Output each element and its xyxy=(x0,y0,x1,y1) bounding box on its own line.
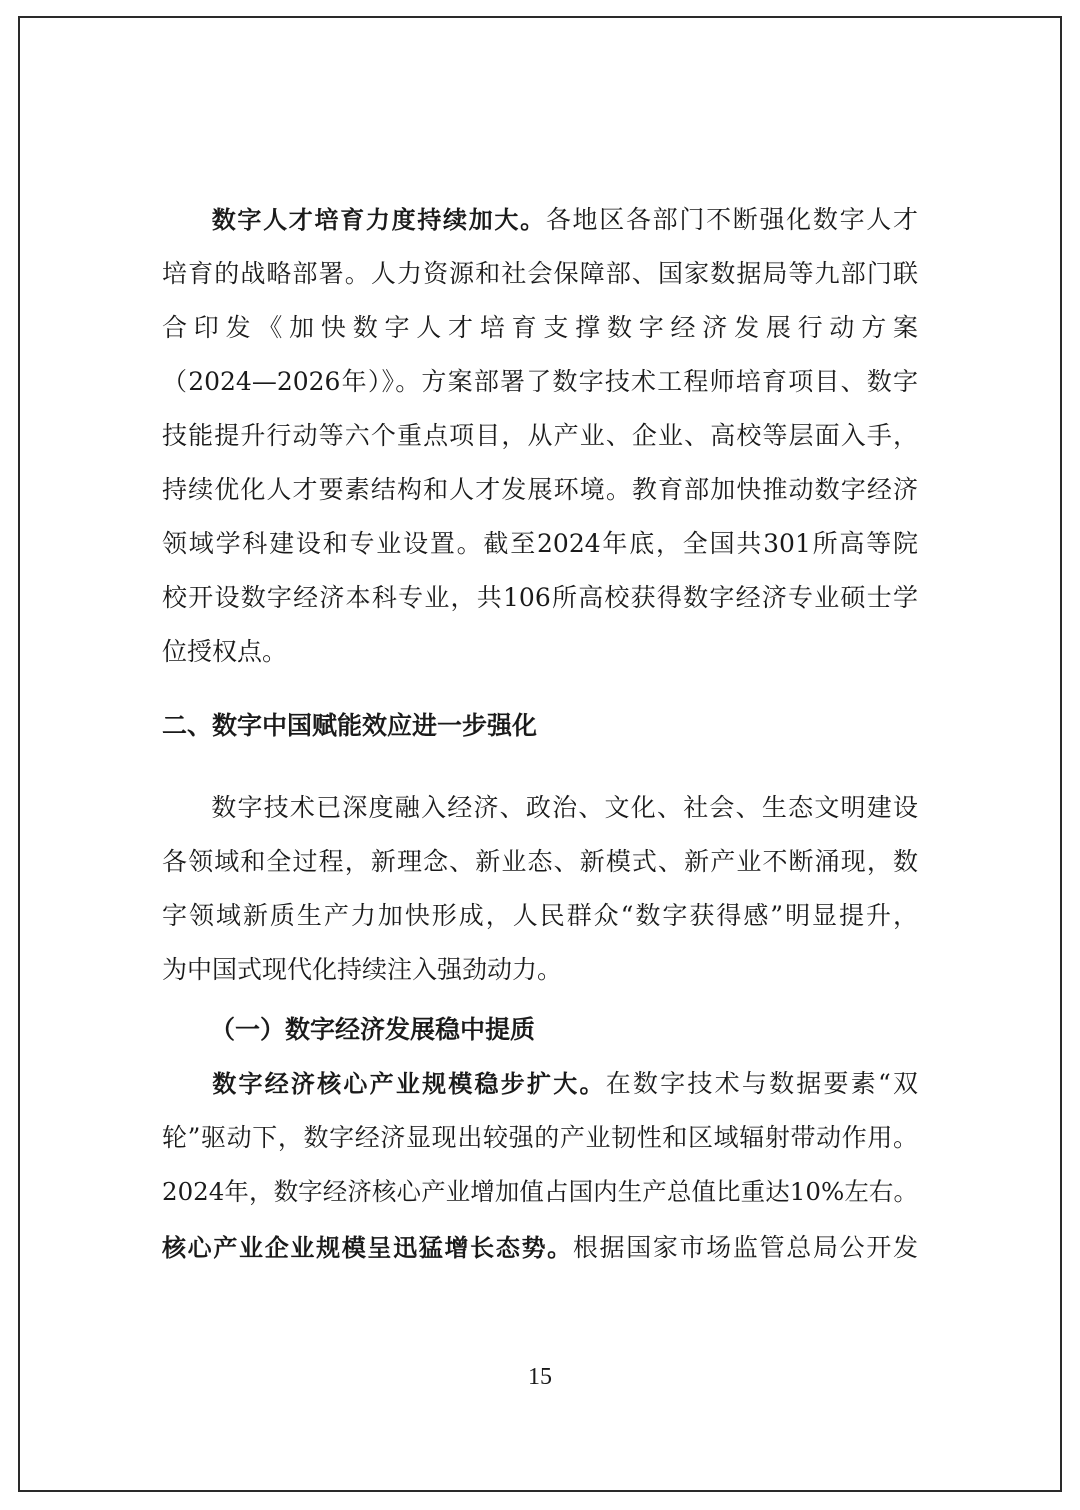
section-heading: 二、数字中国赋能效应进一步强化 xyxy=(162,711,538,740)
para2-line2: 各领域和全过程，新理念、新业态、新模式、新产业不断涌现，数 xyxy=(162,847,918,876)
para1-line2: 培育的战略部署。人力资源和社会保障部、国家数据局等九部门联 xyxy=(162,259,918,288)
para3-line1-text: 在数字技术与数据要素“双 xyxy=(605,1069,918,1098)
para1-line7: 领域学科建设和专业设置。截至2024年底，全国共301所高等院 xyxy=(162,529,918,558)
para2-line4: 为中国式现代化持续注入强劲动力。 xyxy=(162,955,563,984)
para1-line4: （2024—2026年）》。方案部署了数字技术工程师培育项目、数字 xyxy=(162,367,918,396)
para1-line8: 校开设数字经济本科专业，共106所高校获得数字经济专业硕士学 xyxy=(162,583,918,612)
para1-line5: 技能提升行动等六个重点项目，从产业、企业、高校等层面入手， xyxy=(162,421,918,450)
para1-line9: 位授权点。 xyxy=(162,637,288,666)
para1-line1 xyxy=(162,202,918,238)
para3-line1 xyxy=(162,1066,918,1102)
subsection-heading: （一）数字经济发展稳中提质 xyxy=(210,1015,536,1044)
page-number: 15 xyxy=(528,1364,552,1390)
para2-line3: 字领域新质生产力加快形成，人民群众“数字获得感”明显提升， xyxy=(162,901,918,930)
para3-line3: 2024年，数字经济核心产业增加值占国内生产总值比重达10%左右。 xyxy=(162,1177,918,1206)
para4-line1 xyxy=(162,1230,918,1266)
para3-lead: 数字经济核心产业规模稳步扩大。 xyxy=(210,1070,606,1098)
para1-line6: 持续优化人才要素结构和人才发展环境。教育部加快推动数字经济 xyxy=(162,475,918,504)
para2-line1-text: 数字技术已深度融入经济、政治、文化、社会、生态文明建设 xyxy=(210,793,918,822)
para2-line1 xyxy=(162,790,918,826)
para1-line1-text: 各地区各部门不断强化数字人才 xyxy=(545,205,918,234)
para1-line3: 合印发《加快数字人才培育支撑数字经济发展行动方案 xyxy=(162,313,918,342)
para1-lead: 数字人才培育力度持续加大。 xyxy=(210,206,546,234)
para4-lead: 核心产业企业规模呈迅猛增长态势。 xyxy=(162,1234,573,1262)
para3-line2: 轮”驱动下，数字经济显现出较强的产业韧性和区域辐射带动作用。 xyxy=(162,1123,918,1152)
para4-line1-text: 根据国家市场监管总局公开发 xyxy=(572,1233,918,1262)
